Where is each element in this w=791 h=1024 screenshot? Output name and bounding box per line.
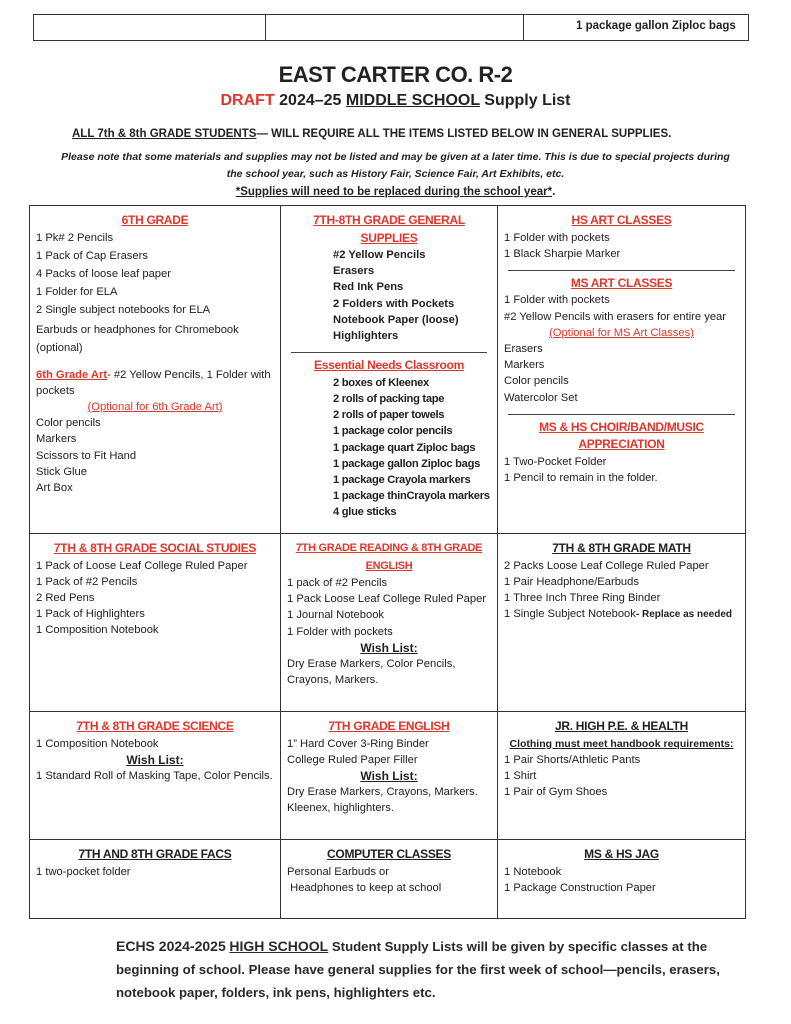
reading-english-heading: 7TH GRADE READING & 8TH GRADE ENGLISH	[295, 542, 483, 572]
high-school-footer	[116, 935, 736, 1004]
list-item: 1 pack of #2 Pencils	[287, 577, 388, 589]
requirement-rest: — WILL REQUIRE ALL THE ITEMS LISTED BELOW IN GENERAL SUPPLIES.	[256, 128, 672, 140]
list-item: College Ruled Paper Filler	[287, 753, 418, 766]
list-item: Earbuds or headphones for Chromebook (optional)	[36, 323, 239, 354]
list-item: 1 package quart Ziploc bags	[333, 441, 476, 454]
top-cell-3: 1 package gallon Ziploc bags	[524, 15, 749, 41]
list-item: 1” Hard Cover 3-Ring Binder	[287, 737, 429, 750]
document-header	[0, 62, 791, 110]
list-item: 1 Shirt	[504, 769, 537, 782]
middle-school-label: MIDDLE SCHOOL	[345, 92, 480, 109]
list-item: 1 two-pocket folder	[36, 865, 131, 878]
divider	[508, 270, 735, 271]
sixth-art-text: - #2 Yellow Pencils, 1 Folder with pockets	[36, 368, 271, 397]
list-item: 1 Pack of #2 Pencils	[36, 575, 138, 588]
list-item: 2 Red Pens	[36, 591, 95, 604]
list-item: 1 Pair Headphone/Earbuds	[504, 575, 639, 588]
math-last-item: 1 Single Subject Notebook	[504, 608, 636, 621]
list-item: Stick Glue	[36, 465, 87, 478]
general-supplies-heading: 7TH-8TH GRADE GENERAL SUPPLIES	[313, 213, 465, 245]
list-item: 1 Pack of Cap Erasers	[36, 249, 148, 262]
list-item: 1 Folder with pockets	[287, 625, 393, 638]
list-item: Erasers	[504, 343, 543, 356]
list-item: 1 Pair Shorts/Athletic Pants	[504, 753, 641, 766]
sixth-art-line	[36, 367, 274, 399]
science-cell	[30, 712, 281, 840]
ms-art-heading: MS ART CLASSES	[570, 275, 673, 290]
list-item: 1 Folder for ELA	[36, 286, 118, 299]
general-supplies-list	[287, 247, 491, 344]
essential-needs-list	[287, 375, 491, 521]
list-item: 1 Pack of Highlighters	[36, 608, 145, 621]
jag-cell	[498, 840, 746, 919]
wish-list-label: Wish List:	[360, 768, 418, 783]
jag-heading: MS & HS JAG	[584, 847, 659, 861]
list-item: 1 Black Sharpie Marker	[504, 247, 621, 260]
wish-list-label: Wish List:	[126, 752, 184, 767]
list-item: Headphones to keep at school	[287, 881, 442, 894]
list-item: 1 Two-Pocket Folder	[504, 455, 607, 468]
computer-heading: COMPUTER CLASSES	[327, 847, 451, 861]
list-item: Art Box	[36, 481, 73, 494]
supply-list-label: Supply List	[484, 92, 571, 109]
school-year: 2024–25	[279, 92, 342, 109]
footer-hs-label: HIGH SCHOOL	[229, 938, 329, 954]
list-item: Highlighters	[333, 330, 399, 343]
hs-art-heading: HS ART CLASSES	[571, 213, 672, 227]
footer-lead: ECHS 2024-2025	[116, 938, 226, 954]
sixth-art-label: 6th Grade Art	[36, 368, 108, 381]
math-list	[504, 558, 739, 624]
list-item: 2 rolls of packing tape	[333, 392, 445, 405]
facs-cell	[30, 840, 281, 919]
list-item: Red Ink Pens	[333, 281, 404, 294]
top-continuation-table	[33, 14, 749, 41]
ms-art-optional: (Optional for MS Art Classes)	[549, 326, 694, 339]
list-item: Scissors to Fit Hand	[36, 449, 137, 462]
footer-hs	[229, 938, 328, 954]
list-item: 4 glue sticks	[333, 506, 397, 519]
list-item: Color pencils	[36, 417, 101, 430]
divider	[291, 352, 487, 353]
math-heading: 7TH & 8TH GRADE MATH	[552, 541, 691, 555]
sixth-optional-list	[36, 415, 274, 496]
social-studies-heading: 7TH & 8TH GRADE SOCIAL STUDIES	[53, 541, 257, 555]
list-item: 1 Journal Notebook	[287, 609, 385, 622]
wish-list-label: Wish List:	[360, 640, 418, 655]
list-item: 1 Pencil to remain in the folder.	[504, 472, 658, 485]
list-item: #2 Yellow Pencils with erasers for entire year	[504, 310, 726, 323]
music-heading: MS & HS CHOIR/BAND/MUSIC APPRECIATION	[539, 419, 704, 452]
list-item: 1 Composition Notebook	[36, 624, 159, 637]
list-item: 1 Notebook	[504, 865, 562, 878]
list-item: Markers	[36, 433, 77, 446]
list-item: 1 Pack Loose Leaf College Ruled Paper	[287, 593, 487, 606]
list-item: 2 Packs Loose Leaf College Ruled Paper	[504, 559, 709, 572]
hs-art-list	[504, 230, 739, 262]
list-item: 1 Pair of Gym Shoes	[504, 786, 608, 799]
list-item: 1 Three Inch Three Ring Binder	[504, 591, 661, 604]
reading-english-list	[287, 575, 491, 640]
wish-list-text: Dry Erase Markers, Crayons, Markers. Kleenex, highlighters.	[287, 786, 478, 815]
footer-text: Student Supply Lists will be given by specific classes at the beginning of school. Please have general supplies for the first week of school—pencils, erasers, notebook paper, folders, ink pens, highlighters etc.	[116, 939, 720, 1000]
wish-list-text: 1 Standard Roll of Masking Tape, Color Pencils.	[36, 769, 273, 782]
general-supplies-cell	[281, 206, 498, 534]
list-item: 2 rolls of paper towels	[333, 409, 445, 422]
draft-label: DRAFT	[220, 92, 275, 109]
replace-note	[0, 186, 791, 198]
list-item: 1 Pk# 2 Pencils	[36, 231, 114, 244]
list-item: 1 package gallon Ziploc bags	[333, 457, 481, 470]
essential-needs-heading: Essential Needs Classroom	[314, 358, 464, 373]
pe-health-cell	[498, 712, 746, 840]
list-item: 2 Folders with Pockets	[333, 297, 455, 310]
list-item: 1 Composition Notebook	[36, 737, 159, 750]
list-item: 2 Single subject notebooks for ELA	[36, 304, 211, 317]
math-cell	[498, 534, 746, 712]
list-item: 4 Packs of loose leaf paper	[36, 267, 171, 280]
sixth-grade-list	[36, 230, 274, 357]
ms-art-optional-list	[504, 341, 739, 406]
list-item: Personal Earbuds or	[287, 865, 389, 878]
list-item: 2 boxes of Kleenex	[333, 376, 429, 389]
science-heading: 7TH & 8TH GRADE SCIENCE	[76, 719, 234, 733]
list-item: #2 Yellow Pencils	[333, 249, 426, 261]
top-cell-2	[266, 15, 524, 41]
sixth-grade-cell	[30, 206, 281, 534]
list-item: 1 Pack of Loose Leaf College Ruled Paper	[36, 559, 248, 572]
sixth-grade-heading: 6TH GRADE	[121, 213, 189, 227]
pe-health-heading: JR. HIGH P.E. & HEALTH	[555, 719, 688, 733]
list-item: Markers	[504, 359, 545, 372]
top-cell-1	[34, 15, 266, 41]
pe-clothing-note: Clothing must meet handbook requirements:	[509, 737, 734, 750]
list-item: Watercolor Set	[504, 391, 578, 404]
social-studies-cell	[30, 534, 281, 712]
english7-cell	[281, 712, 498, 840]
list-item: 1 package thinCrayola markers	[333, 490, 490, 503]
list-item: 1 Package Construction Paper	[504, 881, 656, 894]
facs-heading: 7TH AND 8TH GRADE FACS	[78, 847, 232, 861]
requirement-underlined: ALL 7th & 8th GRADE STUDENTS	[72, 128, 257, 140]
list-item: Notebook Paper (loose)	[333, 313, 459, 326]
divider	[508, 414, 735, 415]
math-last-note: - Replace as needed	[635, 609, 733, 621]
supply-grid	[29, 205, 746, 919]
music-list	[504, 454, 739, 486]
list-item: 1 package color pencils	[333, 425, 453, 438]
replace-note-tail: .	[552, 186, 556, 198]
requirement-line	[72, 128, 671, 140]
english7-heading: 7TH GRADE ENGLISH	[328, 719, 450, 733]
page-subtitle	[0, 92, 791, 110]
list-item: 1 Folder with pockets	[504, 294, 610, 307]
list-item: Erasers	[333, 265, 375, 278]
ms-art-list	[504, 292, 739, 324]
page-title: EAST CARTER CO. R-2	[278, 62, 513, 87]
replace-note-text: *Supplies will need to be replaced during the school year*	[235, 186, 553, 198]
list-item: Color pencils	[504, 375, 569, 388]
list-item: 1 package Crayola markers	[333, 473, 471, 486]
list-item: 1 Folder with pockets	[504, 231, 610, 244]
computer-cell	[281, 840, 498, 919]
art-music-cell	[498, 206, 746, 534]
list-item	[504, 606, 739, 623]
special-projects-note: Please note that some materials and supplies may not be listed and may be given at a later time. This is due to special projects during the school year, such as History Fair, Science Fair, Art Exhibits, etc.	[61, 151, 730, 180]
sixth-art-optional: (Optional for 6th Grade Art)	[87, 400, 223, 413]
social-studies-list	[36, 558, 274, 639]
wish-list-text: Dry Erase Markers, Color Pencils, Crayons, Markers.	[287, 658, 456, 687]
reading-english-cell	[281, 534, 498, 712]
